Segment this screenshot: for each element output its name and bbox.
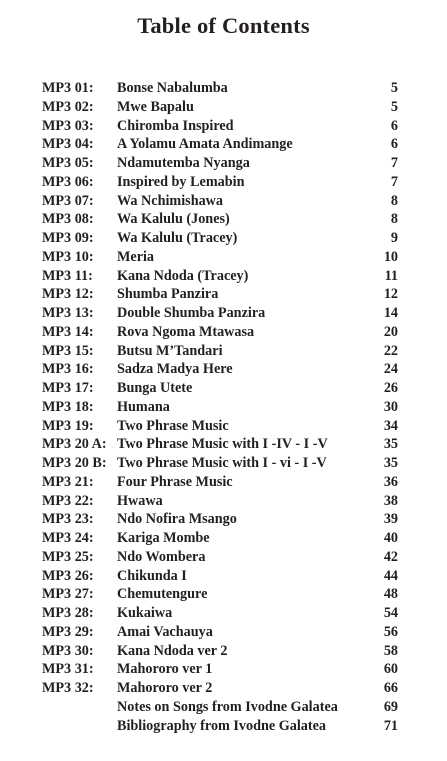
toc-entry-page-number: 7	[390, 155, 398, 171]
toc-entry[interactable]	[42, 379, 398, 398]
toc-entry-title: Kariga Mombe	[117, 530, 210, 546]
toc-entry-code: MP3 03:	[42, 117, 94, 134]
toc-entry-code: MP3 15:	[42, 342, 94, 359]
toc-entry-page-number: 20	[383, 323, 398, 340]
toc-entry-title: Notes on Songs from Ivodne Galatea	[117, 698, 338, 715]
toc-entry-code: MP3 16:	[42, 361, 94, 378]
toc-entry-page-number: 26	[383, 380, 398, 396]
toc-entry-title: Ndo Wombera	[117, 548, 206, 565]
toc-entry[interactable]	[42, 360, 398, 379]
toc-entry-title: Bunga Utete	[117, 380, 193, 396]
toc-entry-title: Mwe Bapalu	[117, 98, 194, 115]
toc-entry-page-number: 60	[383, 661, 398, 678]
toc-entry-code: MP3 18:	[42, 398, 94, 415]
toc-entry[interactable]	[42, 173, 398, 192]
toc-entry-title: Two Phrase Music with I - vi - I -V	[117, 455, 327, 471]
toc-entry-code: MP3 20 A:	[42, 436, 107, 453]
toc-entry-page-number: 12	[383, 286, 398, 303]
toc-entry-code: MP3 19:	[42, 417, 94, 434]
toc-entry[interactable]	[42, 435, 398, 454]
toc-entry-title: Butsu M’Tandari	[117, 342, 223, 359]
toc-entry-page-number: 36	[383, 473, 398, 490]
toc-entry-title: Kana Ndoda ver 2	[117, 642, 228, 659]
toc-entry-title: Wa Kalulu (Tracey)	[117, 230, 238, 246]
toc-entry-code: MP3 09:	[42, 230, 94, 246]
toc-entry-page-number: 48	[383, 586, 398, 603]
toc-entry[interactable]	[42, 623, 398, 642]
toc-entry[interactable]	[42, 660, 398, 679]
toc-entry-title: Shumba Panzira	[117, 286, 219, 303]
toc-entry-code: MP3 31:	[42, 661, 94, 678]
toc-entry-title: Hwawa	[117, 492, 163, 509]
toc-entry[interactable]	[42, 210, 398, 229]
toc-entry-page-number: 39	[383, 511, 398, 528]
toc-entry-page-number: 8	[390, 211, 398, 228]
toc-entry-code: MP3 32:	[42, 680, 94, 696]
toc-entry-title: Kukaiwa	[117, 605, 173, 621]
toc-entry-code: MP3 23:	[42, 511, 94, 528]
toc-entry-title: Chikunda I	[117, 567, 187, 584]
toc-entry[interactable]	[42, 567, 398, 586]
toc-entry-page-number: 14	[383, 305, 398, 321]
toc-entry-code: MP3 28:	[42, 605, 94, 621]
toc-entry[interactable]	[42, 717, 398, 736]
toc-entry[interactable]	[42, 117, 398, 136]
toc-entry-page-number: 34	[383, 417, 398, 434]
toc-entry-code: MP3 13:	[42, 305, 94, 321]
page-title: Table of Contents	[137, 13, 310, 38]
toc-entry-title: Bonse Nabalumba	[117, 80, 228, 96]
toc-entry[interactable]	[42, 642, 398, 661]
toc-entry-title: Ndo Nofira Msango	[117, 511, 237, 528]
toc-entry-title: Four Phrase Music	[117, 473, 233, 490]
toc-entry[interactable]	[42, 304, 398, 323]
toc-entry[interactable]	[42, 323, 398, 342]
toc-entry[interactable]	[42, 679, 398, 698]
toc-entry-page-number: 38	[383, 492, 398, 509]
toc-entry[interactable]	[42, 417, 398, 436]
toc-entry[interactable]	[42, 698, 398, 717]
toc-entry-code: MP3 26:	[42, 567, 94, 584]
toc-entry-title: Wa Nchimishawa	[117, 192, 224, 209]
toc-entry[interactable]	[42, 529, 398, 548]
toc-entry-page-number: 69	[383, 698, 398, 715]
toc-entry-page-number: 35	[383, 436, 398, 453]
toc-entry-page-number: 42	[383, 548, 398, 565]
toc-entry-title: Amai Vachauya	[117, 623, 213, 640]
toc-entry[interactable]	[42, 492, 398, 511]
toc-entry[interactable]	[42, 98, 398, 117]
toc-entry[interactable]	[42, 248, 398, 267]
toc-entry-title: Two Phrase Music	[117, 417, 229, 434]
toc-entry-code: MP3 08:	[42, 211, 94, 228]
toc-entry-page-number: 6	[390, 136, 398, 153]
toc-entry-code: MP3 24:	[42, 530, 94, 546]
toc-entry[interactable]	[42, 473, 398, 492]
toc-entry-code: MP3 17:	[42, 380, 94, 396]
toc-entry-code: MP3 02:	[42, 98, 94, 115]
table-of-contents	[42, 79, 398, 735]
toc-entry-code: MP3 14:	[42, 323, 94, 340]
toc-entry-title: Mahororo ver 1	[117, 661, 213, 678]
toc-entry-page-number: 10	[383, 248, 398, 265]
toc-entry-page-number: 66	[383, 680, 398, 696]
toc-entry-page-number: 35	[383, 455, 398, 471]
toc-entry[interactable]	[42, 285, 398, 304]
toc-entry[interactable]	[42, 192, 398, 211]
toc-entry-title: A Yolamu Amata Andimange	[117, 136, 293, 153]
toc-entry-code: MP3 06:	[42, 173, 94, 190]
toc-entry-code: MP3 12:	[42, 286, 94, 303]
toc-entry-page-number: 7	[390, 173, 398, 190]
toc-entry[interactable]	[42, 79, 398, 98]
toc-entry[interactable]	[42, 398, 398, 417]
toc-entry-page-number: 30	[383, 398, 398, 415]
toc-entry[interactable]	[42, 154, 398, 173]
toc-entry-page-number: 6	[390, 117, 398, 134]
toc-entry-page-number: 5	[390, 98, 398, 115]
toc-entry-code: MP3 10:	[42, 248, 94, 265]
toc-entry[interactable]	[42, 267, 398, 286]
toc-entry[interactable]	[42, 454, 398, 473]
toc-entry-code: MP3 20 B:	[42, 455, 107, 471]
toc-entry-page-number: 58	[383, 642, 398, 659]
toc-entry[interactable]	[42, 604, 398, 623]
toc-entry[interactable]	[42, 585, 398, 604]
toc-entry-page-number: 22	[383, 342, 398, 359]
toc-entry-page-number: 71	[383, 717, 398, 734]
toc-entry-title: Double Shumba Panzira	[117, 305, 266, 321]
toc-entry-code: MP3 29:	[42, 623, 94, 640]
toc-entry-code: MP3 21:	[42, 473, 94, 490]
toc-entry-title: Kana Ndoda (Tracey)	[117, 267, 249, 284]
toc-entry-title: Inspired by Lemabin	[117, 173, 245, 190]
toc-entry-page-number: 5	[390, 80, 398, 96]
toc-entry-code: MP3 11:	[42, 267, 93, 284]
toc-entry-title: Chiromba Inspired	[117, 117, 234, 134]
toc-entry-code: MP3 05:	[42, 155, 94, 171]
toc-entry-title: Chemutengure	[117, 586, 208, 603]
toc-entry-page-number: 40	[383, 530, 398, 546]
toc-entry-page-number: 54	[383, 605, 398, 621]
toc-entry[interactable]	[42, 510, 398, 529]
toc-entry-code: MP3 07:	[42, 192, 94, 209]
toc-entry-title: Wa Kalulu (Jones)	[117, 211, 230, 228]
toc-entry-title: Rova Ngoma Mtawasa	[117, 323, 255, 340]
toc-entry-code: MP3 22:	[42, 492, 94, 509]
toc-entry-page-number: 9	[390, 230, 398, 246]
toc-entry[interactable]	[42, 229, 398, 248]
toc-entry[interactable]	[42, 548, 398, 567]
toc-entry-title: Bibliography from Ivodne Galatea	[117, 717, 327, 734]
toc-entry-title: Mahororo ver 2	[117, 680, 213, 696]
toc-entry-page-number: 24	[383, 361, 398, 378]
toc-entry-page-number: 11	[384, 267, 398, 284]
toc-entry[interactable]	[42, 342, 398, 361]
toc-entry-title: Ndamutemba Nyanga	[117, 155, 250, 171]
toc-entry-page-number: 44	[383, 567, 398, 584]
toc-entry-code: MP3 01:	[42, 80, 94, 96]
toc-entry-code: MP3 04:	[42, 136, 94, 153]
toc-entry-code: MP3 27:	[42, 586, 94, 603]
toc-entry-title: Two Phrase Music with I -IV - I -V	[117, 436, 328, 453]
toc-entry-page-number: 8	[390, 192, 398, 209]
toc-entry-title: Meria	[117, 248, 155, 265]
toc-entry-title: Humana	[117, 398, 170, 415]
toc-entry-title: Sadza Madya Here	[117, 361, 233, 378]
toc-entry-code: MP3 30:	[42, 642, 94, 659]
toc-entry-page-number: 56	[383, 623, 398, 640]
toc-entry[interactable]	[42, 135, 398, 154]
toc-entry-code: MP3 25:	[42, 548, 94, 565]
